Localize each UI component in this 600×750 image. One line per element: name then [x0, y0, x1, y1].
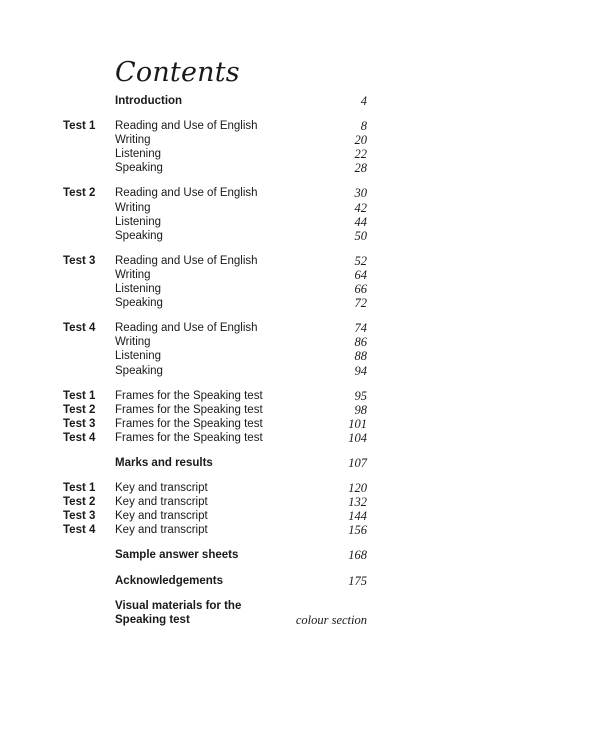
toc-page-number: 104 — [348, 430, 367, 445]
toc-page-number: 64 — [354, 267, 367, 282]
toc-page-number: 101 — [348, 416, 367, 431]
toc-page-number: 94 — [354, 363, 367, 378]
toc-entry-title: Listening — [115, 350, 162, 363]
toc-entry[interactable] — [0, 201, 600, 215]
page-title: Contents — [115, 57, 240, 88]
toc-entry[interactable] — [0, 186, 600, 200]
toc-entry-title: Listening — [115, 283, 162, 296]
toc-entry[interactable] — [0, 509, 600, 523]
toc-entry-title: Speaking — [115, 364, 163, 377]
toc-entry-title: Speaking — [115, 229, 163, 242]
toc-entry-title: Acknowledgements — [115, 574, 223, 587]
toc-entry[interactable] — [0, 403, 600, 417]
toc-section — [0, 548, 600, 562]
toc-page-number: 44 — [354, 214, 367, 229]
toc-entry-title: Reading and Use of English — [115, 254, 258, 267]
toc-page-number: 95 — [354, 388, 367, 403]
toc-entry-title: Visual materials for the Speaking test — [115, 599, 242, 626]
toc-entry-title: Introduction — [115, 95, 183, 107]
toc-entry-title: Key and transcript — [115, 510, 208, 523]
toc-entry-title: Reading and Use of English — [115, 187, 258, 200]
toc-page-number: 175 — [348, 573, 367, 588]
toc-entry-title: Key and transcript — [115, 524, 208, 537]
toc-entry[interactable] — [0, 161, 600, 175]
toc-entry[interactable] — [0, 94, 600, 108]
toc-page-number: 107 — [348, 455, 367, 470]
toc-page-number: 28 — [354, 161, 367, 176]
toc-entry-title: Listening — [115, 215, 162, 228]
toc-entry-title: Frames for the Speaking test — [115, 431, 263, 444]
toc-page-number: 86 — [354, 335, 367, 350]
toc-entry[interactable] — [0, 133, 600, 147]
toc-entry-title: Sample answer sheets — [115, 549, 239, 562]
toc-test-label: Test 4 — [63, 431, 96, 444]
toc-page-number: 120 — [348, 481, 367, 496]
toc-entry-title: Frames for the Speaking test — [115, 389, 263, 402]
toc-test-label: Test 1 — [63, 120, 96, 133]
toc-page-number: 72 — [354, 296, 367, 311]
toc-section — [0, 599, 600, 627]
toc-entry-title: Frames for the Speaking test — [115, 403, 263, 416]
toc-entry[interactable] — [0, 254, 600, 268]
toc-entry-title: Key and transcript — [115, 482, 208, 495]
toc-page-number: 168 — [348, 548, 367, 563]
toc-entry[interactable] — [0, 389, 600, 403]
toc-entry[interactable] — [0, 119, 600, 133]
toc-test-label: Test 2 — [63, 496, 96, 509]
toc-test-label: Test 2 — [63, 403, 96, 416]
toc-entry-title: Marks and results — [115, 456, 213, 469]
toc-test-label: Test 3 — [63, 417, 96, 430]
toc-entry[interactable] — [0, 523, 600, 537]
toc-page-number: 74 — [354, 321, 367, 336]
toc-entry[interactable] — [0, 548, 600, 562]
toc-page-number: 66 — [354, 282, 367, 297]
toc-entry-title: Writing — [115, 336, 151, 349]
toc-page-number: 4 — [360, 94, 367, 108]
toc-section — [0, 186, 600, 242]
toc-entry[interactable] — [0, 431, 600, 445]
toc-test-label: Test 3 — [63, 254, 96, 267]
toc-entry[interactable] — [0, 282, 600, 296]
toc-page-number: 20 — [354, 133, 367, 148]
toc-page-number: 156 — [348, 523, 367, 538]
toc-entry-title: Listening — [115, 148, 162, 161]
toc-entry[interactable] — [0, 349, 600, 363]
toc-page-number: 144 — [348, 509, 367, 524]
toc-section — [0, 389, 600, 445]
toc-entry[interactable] — [0, 417, 600, 431]
toc-page-number: colour section — [295, 612, 367, 627]
toc-entry[interactable] — [0, 268, 600, 282]
toc-entry-title: Speaking — [115, 297, 163, 310]
toc-page-number: 52 — [354, 253, 367, 268]
toc-section — [0, 574, 600, 588]
toc-test-label: Test 1 — [63, 482, 96, 495]
toc-entry[interactable] — [0, 335, 600, 349]
toc-entry[interactable] — [0, 481, 600, 495]
toc-test-label: Test 2 — [63, 187, 96, 200]
toc-page-number: 132 — [348, 495, 367, 510]
toc-section — [0, 119, 600, 175]
toc-entry-title: Writing — [115, 134, 151, 147]
toc-section — [0, 321, 600, 377]
toc-entry-title: Reading and Use of English — [115, 120, 258, 133]
toc-entry-title: Writing — [115, 201, 151, 214]
table-of-contents — [0, 94, 600, 627]
toc-page-number: 30 — [354, 186, 367, 201]
toc-section — [0, 254, 600, 310]
toc-entry[interactable] — [0, 364, 600, 378]
toc-entry[interactable] — [0, 296, 600, 310]
toc-page-number: 42 — [354, 200, 367, 215]
toc-entry-title: Key and transcript — [115, 496, 208, 509]
toc-entry[interactable] — [0, 147, 600, 161]
toc-entry-title: Frames for the Speaking test — [115, 417, 263, 430]
toc-entry[interactable] — [0, 495, 600, 509]
toc-entry-title: Writing — [115, 268, 151, 281]
toc-page-number: 50 — [354, 228, 367, 243]
toc-entry[interactable] — [0, 574, 600, 588]
toc-section — [0, 456, 600, 470]
toc-entry[interactable] — [0, 456, 600, 470]
toc-entry-title: Reading and Use of English — [115, 322, 258, 335]
toc-page-number: 88 — [354, 349, 367, 364]
toc-page-number: 98 — [354, 402, 367, 417]
toc-test-label: Test 4 — [63, 322, 96, 335]
toc-entry[interactable] — [0, 599, 600, 627]
toc-entry[interactable] — [0, 229, 600, 243]
toc-test-label: Test 4 — [63, 524, 96, 537]
toc-page-number: 8 — [360, 119, 367, 134]
toc-entry[interactable] — [0, 215, 600, 229]
toc-test-label: Test 3 — [63, 510, 96, 523]
toc-section — [0, 94, 600, 108]
toc-page-number: 22 — [354, 147, 367, 162]
toc-entry[interactable] — [0, 321, 600, 335]
toc-entry-title: Speaking — [115, 162, 163, 175]
toc-test-label: Test 1 — [63, 389, 96, 402]
toc-section — [0, 481, 600, 537]
